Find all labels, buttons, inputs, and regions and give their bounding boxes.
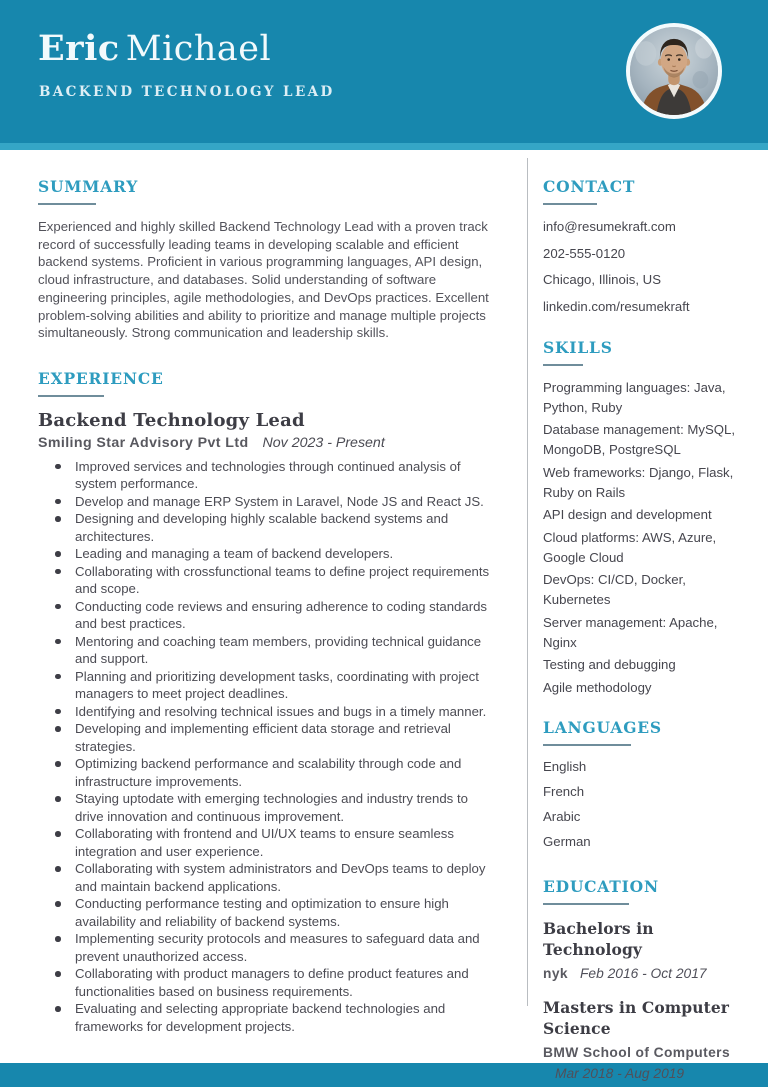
skill-item: API design and development [543, 507, 712, 522]
job-bullet: Mentoring and coaching team members, providing technical guidance and support. [52, 633, 500, 668]
skills-heading-rule [543, 364, 583, 366]
education-entry [543, 918, 743, 984]
skill-item: DevOps: CI/CD, Docker, Kubernetes [543, 572, 686, 607]
summary-heading: SUMMARY [38, 177, 139, 196]
contact-item: 202-555-0120 [543, 245, 626, 261]
contact-heading-rule [543, 203, 597, 205]
contact-item: info@resumekraft.com [543, 219, 676, 234]
left-column [38, 150, 500, 1035]
first-name: Eric [38, 28, 120, 69]
job-bullet-list [52, 458, 500, 1036]
person-name [38, 30, 271, 69]
skills-list [543, 378, 743, 698]
skill-item: Server management: Apache, Nginx [543, 614, 718, 650]
experience-entry [38, 410, 500, 1036]
skill-item: Web frameworks: Django, Flask, Ruby on Rails [543, 464, 734, 500]
job-bullet: Developing and implementing efficient data storage and retrieval strategies. [52, 720, 500, 755]
contact-item: Chicago, Illinois, US [543, 272, 662, 287]
skill-item: Agile methodology [543, 679, 652, 695]
job-bullet: Improved services and technologies through continued analysis of system performance. [52, 458, 500, 493]
job-bullet: Optimizing backend performance and scalability through code and infrastructure improvements. [52, 755, 500, 790]
job-headline: BACKEND TECHNOLOGY LEAD [39, 84, 335, 100]
skills-heading: SKILLS [543, 337, 613, 357]
skill-item: Programming languages: Java, Python, Ruby [543, 379, 726, 415]
job-title: Backend Technology Lead [38, 409, 305, 431]
degree-name: Bachelors in Technology [543, 918, 654, 959]
education-list [543, 918, 743, 1084]
languages-heading: LANGUAGES [543, 717, 662, 737]
job-bullet: Leading and managing a team of backend developers. [52, 545, 500, 563]
language-item: French [543, 783, 585, 799]
summary-heading-rule [38, 203, 96, 205]
contact-item: linkedin.com/resumekraft [543, 298, 690, 314]
language-item: German [543, 833, 591, 849]
school-line [543, 963, 743, 984]
profile-photo [626, 23, 722, 119]
school-line [543, 1042, 743, 1084]
job-bullet: Identifying and resolving technical issues and bugs in a timely manner. [52, 703, 500, 721]
last-name: Michael [125, 29, 272, 69]
skill-item: Cloud platforms: AWS, Azure, Google Cloud [543, 529, 717, 565]
experience-heading: EXPERIENCE [38, 368, 164, 388]
job-bullet: Implementing security protocols and measures to safeguard data and prevent unauthorized access. [52, 930, 500, 965]
job-bullet: Collaborating with system administrators and DevOps teams to deploy and maintain backend applications. [52, 860, 500, 895]
education-heading: EDUCATION [543, 876, 659, 896]
job-bullet: Staying uptodate with emerging technologies and industry trends to drive innovation and continuous improvement. [52, 790, 500, 825]
contact-heading: CONTACT [543, 177, 636, 196]
job-bullet: Conducting code reviews and ensuring adherence to coding standards and best practices. [52, 598, 500, 633]
job-bullet: Evaluating and selecting appropriate backend technologies and frameworks for development projects. [52, 1000, 500, 1035]
company-line [38, 435, 500, 451]
job-bullet: Designing and developing highly scalable backend systems and architectures. [52, 510, 500, 545]
summary-text: Experienced and highly skilled Backend Technology Lead with a proven track record of successfully leading teams in developing scalable and efficient backend systems. Proficient in various programming languages, API design, cloud infrastructure, and databases. Solid understanding of software engineering principles, agile methodologies, and DevOps practices. Excellent problem-solving abilities and ability to prioritize and manage multiple projects simultaneously. Strong communication and leadership skills. [38, 219, 489, 341]
languages-list [543, 758, 743, 851]
language-item: Arabic [543, 808, 581, 824]
education-entry [543, 997, 743, 1084]
company-name: Smiling Star Advisory Pvt Ltd [38, 434, 249, 451]
skill-item: Testing and debugging [543, 657, 676, 672]
job-bullet: Collaborating with crossfunctional teams to define project requirements and scope. [52, 563, 500, 598]
language-item: English [543, 758, 587, 774]
portrait-illustration [630, 27, 718, 115]
header-accent-strip [0, 143, 768, 150]
job-bullet: Collaborating with product managers to define product features and functionalities based on business requirements. [52, 965, 500, 1000]
job-bullet: Develop and manage ERP System in Laravel, Node JS and React JS. [52, 493, 500, 511]
job-bullet: Conducting performance testing and optimization to ensure high availability and reliability of backend systems. [52, 895, 500, 930]
education-heading-rule [543, 903, 629, 905]
column-divider [527, 158, 528, 1006]
job-dates: Nov 2023 - Present [262, 434, 385, 451]
education-dates: Feb 2016 - Oct 2017 [579, 965, 707, 981]
school-name: BMW School of Computers [543, 1044, 731, 1060]
right-column [543, 150, 743, 1084]
education-dates: Mar 2018 - Aug 2019 [555, 1065, 685, 1081]
school-name: nyk [543, 965, 568, 981]
job-bullet: Planning and prioritizing development tasks, coordinating with project managers to meet project deadlines. [52, 668, 500, 703]
degree-name: Masters in Computer Science [543, 997, 730, 1038]
job-bullet: Collaborating with frontend and UI/UX teams to ensure seamless integration and user experience. [52, 825, 500, 860]
experience-heading-rule [38, 395, 104, 397]
skill-item: Database management: MySQL, MongoDB, PostgreSQL [543, 422, 736, 457]
languages-heading-rule [543, 744, 631, 746]
contact-list [543, 218, 743, 316]
